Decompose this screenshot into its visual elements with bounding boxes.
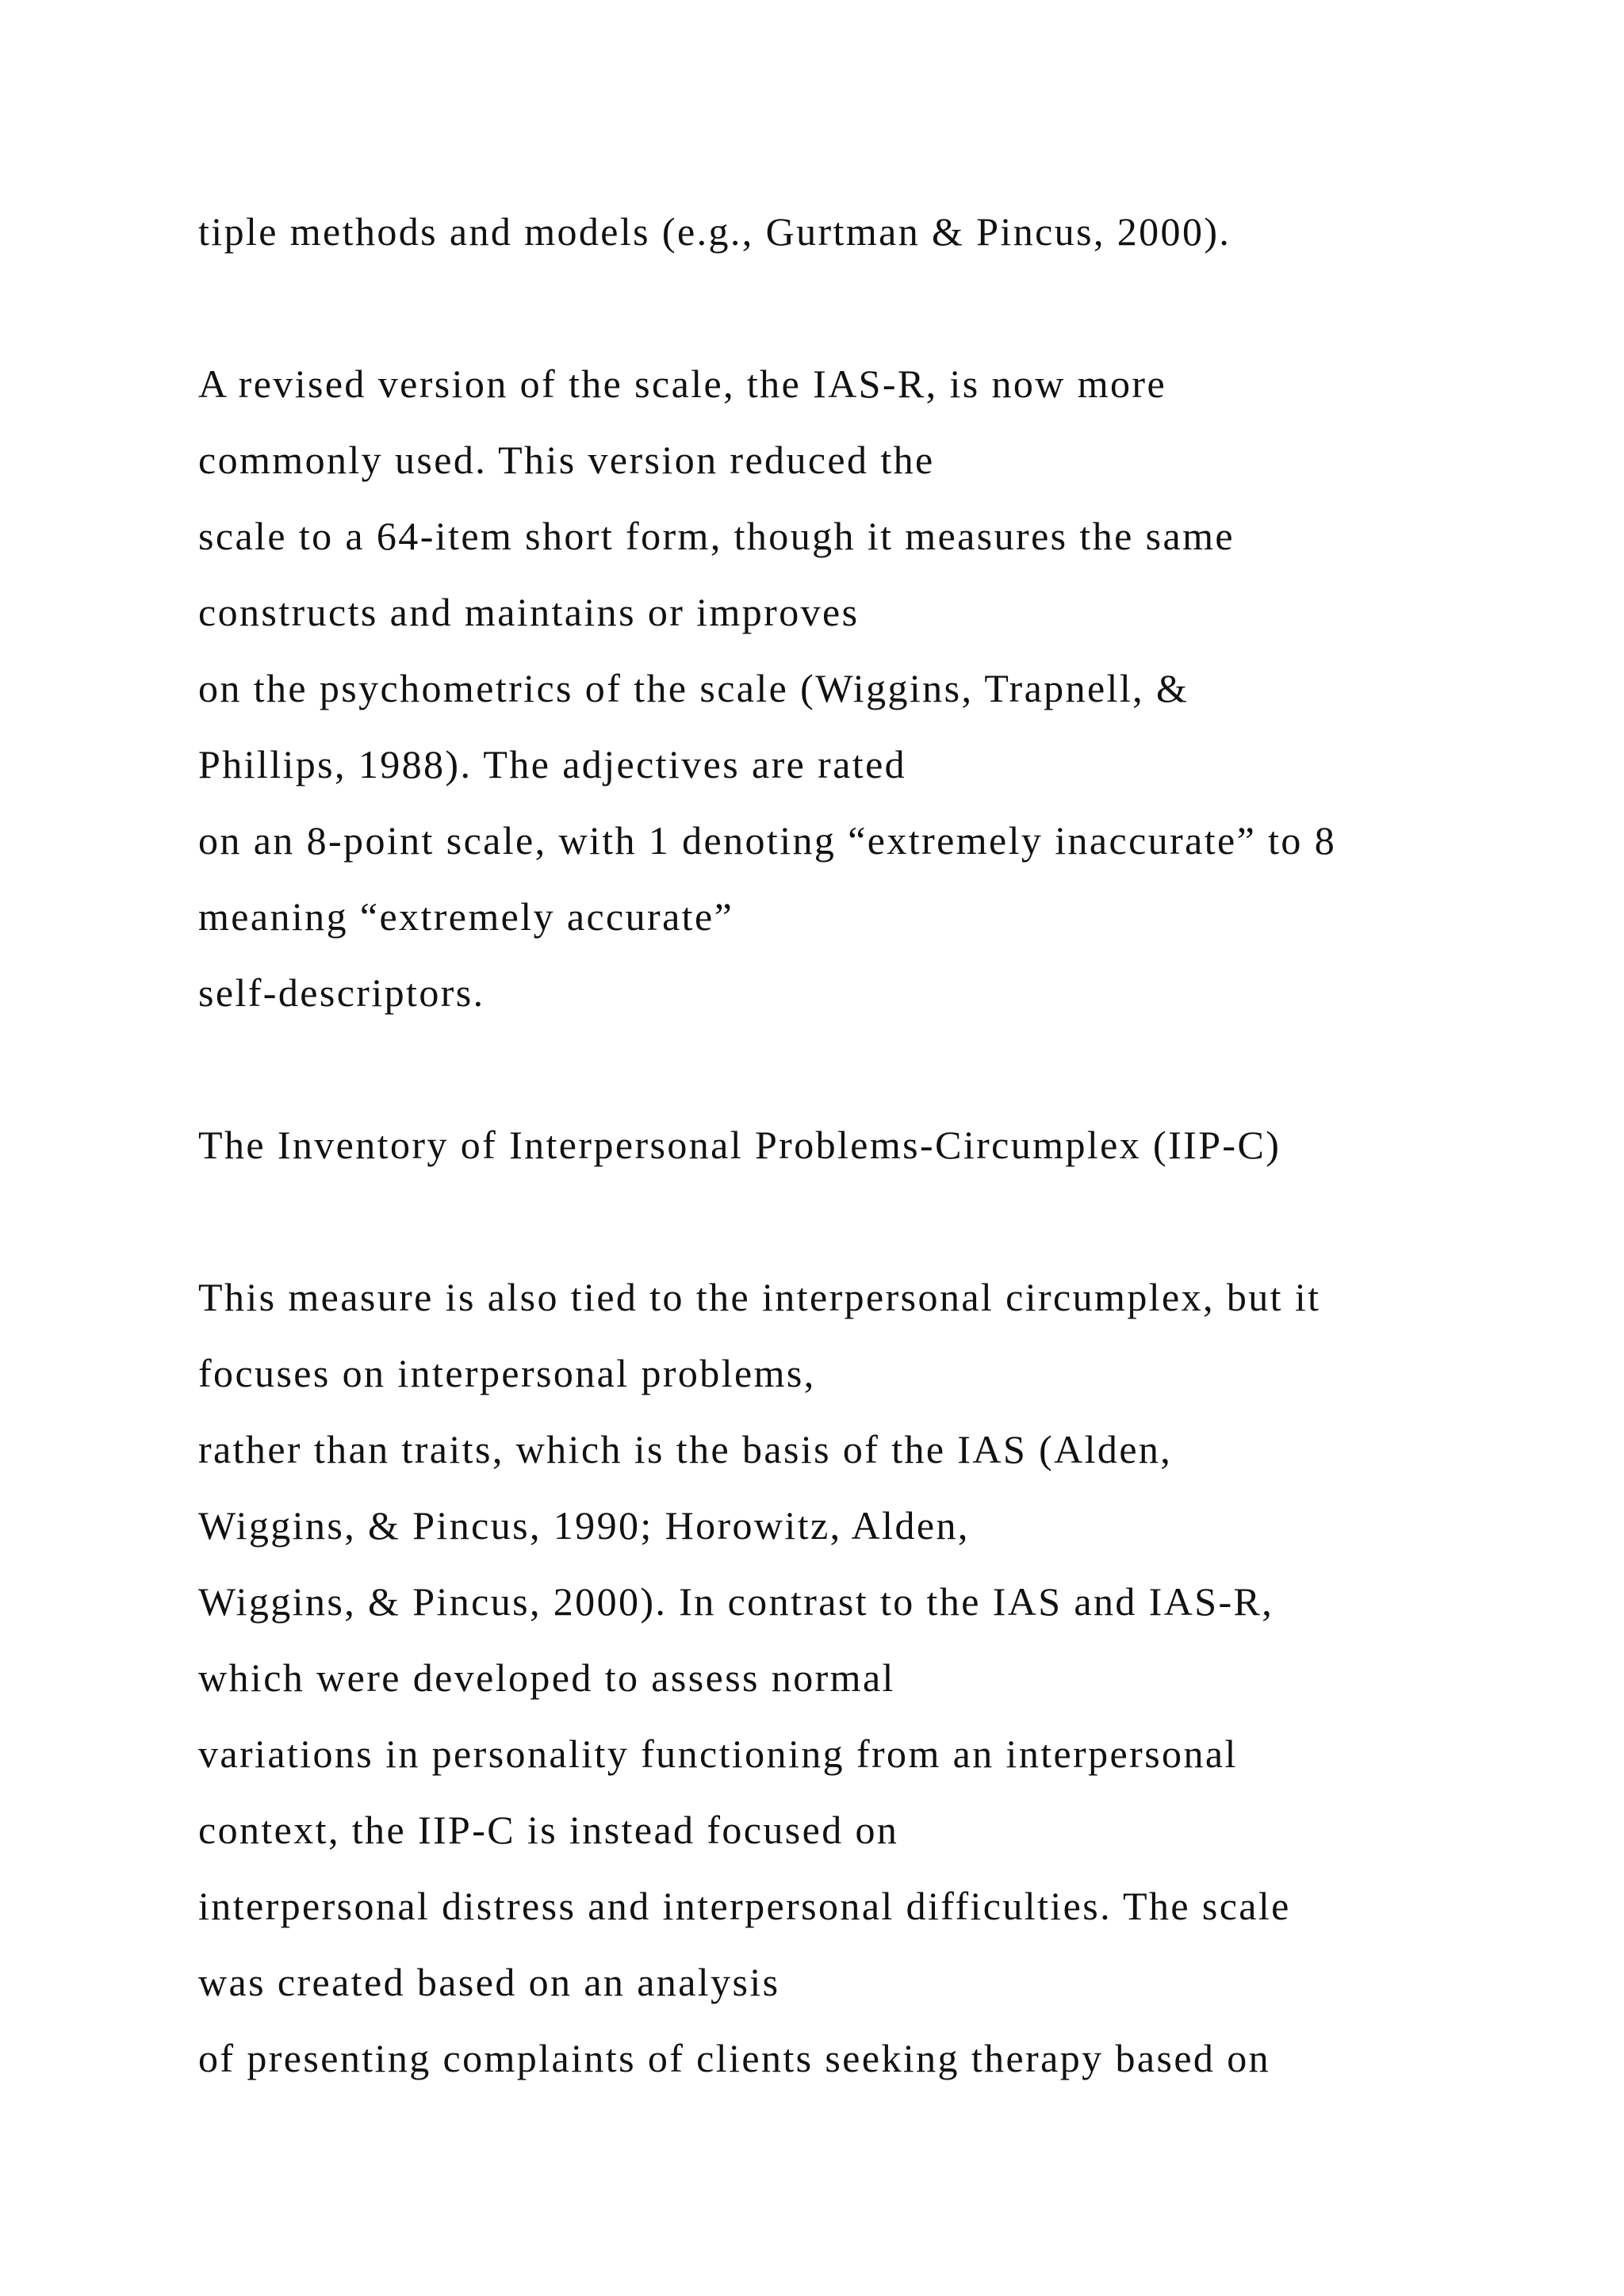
text-line: meaning “extremely accurate”: [198, 894, 734, 939]
text-line: interpersonal distress and interpersonal difficulties. The scale: [198, 1884, 1291, 1928]
paragraph-gap: [198, 1031, 1562, 1107]
text-line: Phillips, 1988). The adjectives are rated: [198, 742, 907, 786]
text-line: of presenting complaints of clients seeking therapy based on: [198, 2036, 1271, 2080]
text-line: scale to a 64-item short form, though it measures the same: [198, 514, 1235, 558]
text-line: was created based on an analysis: [198, 1960, 780, 2004]
paragraph-gap: [198, 270, 1562, 346]
body-text: [198, 193, 1562, 2096]
text-line: variations in personality functioning from an interpersonal: [198, 1732, 1238, 1776]
text-line: rather than traits, which is the basis of the IAS (Alden,: [198, 1427, 1173, 1471]
text-line: A revised version of the scale, the IAS-R, is now more: [198, 362, 1167, 406]
text-line: on the psychometrics of the scale (Wiggins, Trapnell, &: [198, 666, 1189, 710]
text-line: context, the IIP-C is instead focused on: [198, 1808, 899, 1852]
text-line: constructs and maintains or improves: [198, 590, 860, 634]
paragraph-gap: [198, 1183, 1562, 1259]
text-line: focuses on interpersonal problems,: [198, 1351, 816, 1395]
text-line: on an 8-point scale, with 1 denoting “extremely inaccurate” to 8: [198, 818, 1337, 863]
text-line: Wiggins, & Pincus, 1990; Horowitz, Alden,: [198, 1503, 970, 1548]
section-heading: The Inventory of Interpersonal Problems-Circumplex (IIP-C): [198, 1123, 1281, 1167]
text-line: commonly used. This version reduced the: [198, 438, 935, 482]
text-line: which were developed to assess normal: [198, 1655, 895, 1700]
text-line: self-descriptors.: [198, 970, 485, 1015]
text-line: tiple methods and models (e.g., Gurtman & Pincus, 2000).: [198, 209, 1231, 254]
text-line: Wiggins, & Pincus, 2000). In contrast to the IAS and IAS-R,: [198, 1579, 1274, 1624]
text-line: This measure is also tied to the interpersonal circumplex, but it: [198, 1275, 1321, 1319]
